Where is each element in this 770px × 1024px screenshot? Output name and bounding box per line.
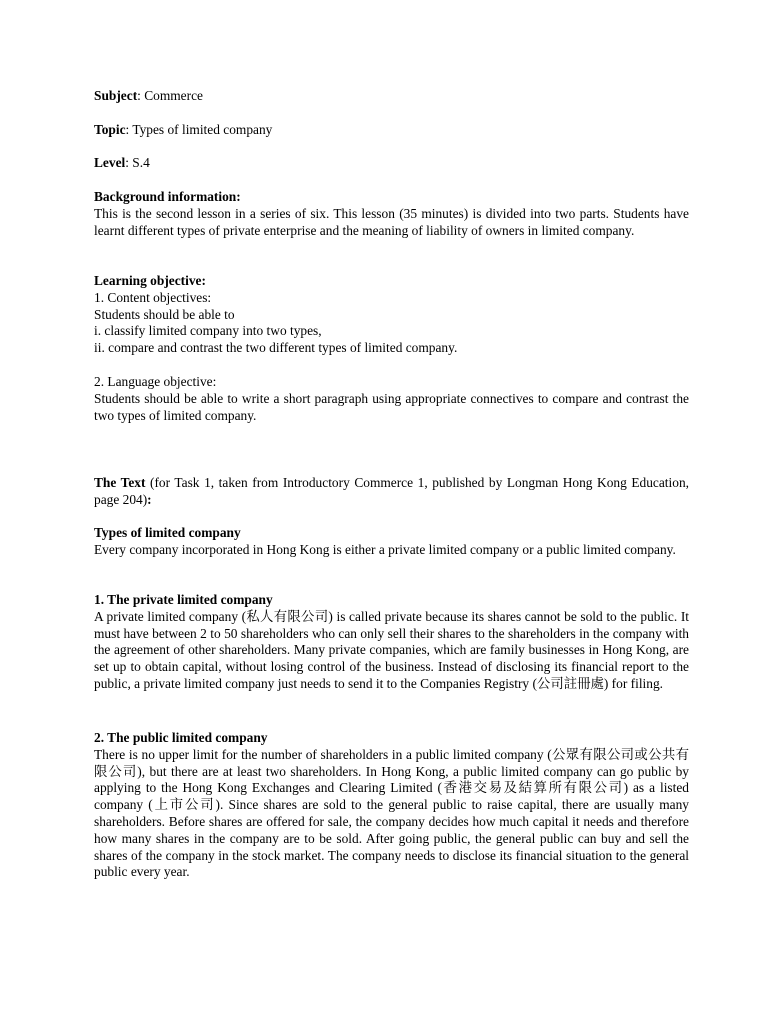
private-company-section	[94, 592, 689, 693]
text-source: (for Task 1, taken from Introductory Commerce 1, published by Longman Hong Kong Education, page 204)	[94, 475, 689, 507]
topic-value: : Types of limited company	[125, 122, 273, 137]
background-section	[94, 189, 689, 239]
objectives-heading: Learning objective:	[94, 273, 206, 288]
public-company-section	[94, 730, 689, 881]
the-text-label: The Text	[94, 475, 146, 490]
public-heading: 2. The public limited company	[94, 730, 268, 745]
background-text: This is the second lesson in a series of six. This lesson (35 minutes) is divided into two parts. Students have learnt different types of private enterprise and the meaning of liability of owners in limited company.	[94, 205, 689, 238]
background-heading: Background information:	[94, 189, 241, 204]
objectives-section	[94, 273, 689, 357]
private-text: A private limited company (私人有限公司) is called private because its shares cannot be sold to the public. It must have between 2 to 50 shareholders who can only sell their shares to the shareholders in the company with the agreement of other shareholders. Many private companies, which are family businesses in Hong Kong, are set up to obtain capital, without losing control of the business. Instead of disclosing its financial report to the public, a private limited company just needs to send it to the Companies Registry (公司註冊處) for filing.	[94, 608, 689, 691]
subject-label: Subject	[94, 88, 138, 103]
subject-value: : Commerce	[137, 88, 203, 103]
private-heading: 1. The private limited company	[94, 592, 273, 607]
types-text: Every company incorporated in Hong Kong is either a private limited company or a public limited company.	[94, 541, 676, 557]
level-label: Level	[94, 155, 126, 170]
objective-item: i. classify limited company into two types,	[94, 323, 322, 339]
types-section	[94, 525, 689, 559]
public-text: There is no upper limit for the number of shareholders in a public limited company (公眾有限公司或公共有限公司), but there are at least two shareholders. In Hong Kong, a public limited company can go public by applying to the Hong Kong Exchanges and Clearing Limited (香港交易及結算所有限公司) as a listed company (上市公司). Since shares are sold to the general public to raise capital, there are usually many shareholders. Before shares are offered for sale, the company decides how much capital it needs and therefore how many shares in the company are to be sold. After going public, the general public can buy and sell the shares of the company in the stock market. The company needs to disclose its financial situation to the general public every year.	[94, 746, 689, 880]
level-line	[94, 155, 689, 172]
objective-item: ii. compare and contrast the two different types of limited company.	[94, 340, 458, 356]
topic-label: Topic	[94, 122, 126, 137]
language-objective-section	[94, 374, 689, 424]
text-source-colon: :	[147, 491, 152, 507]
content-objectives-intro: Students should be able to	[94, 306, 235, 322]
level-value: : S.4	[125, 155, 150, 170]
types-heading: Types of limited company	[94, 525, 241, 540]
subject-line	[94, 88, 689, 105]
language-objective-title: 2. Language objective:	[94, 374, 217, 389]
content-objectives-title: 1. Content objectives:	[94, 289, 212, 305]
topic-line	[94, 122, 689, 139]
language-objective-text: Students should be able to write a short paragraph using appropriate connectives to compare and contrast the two types of limited company.	[94, 390, 689, 423]
text-source-paragraph	[94, 475, 689, 509]
